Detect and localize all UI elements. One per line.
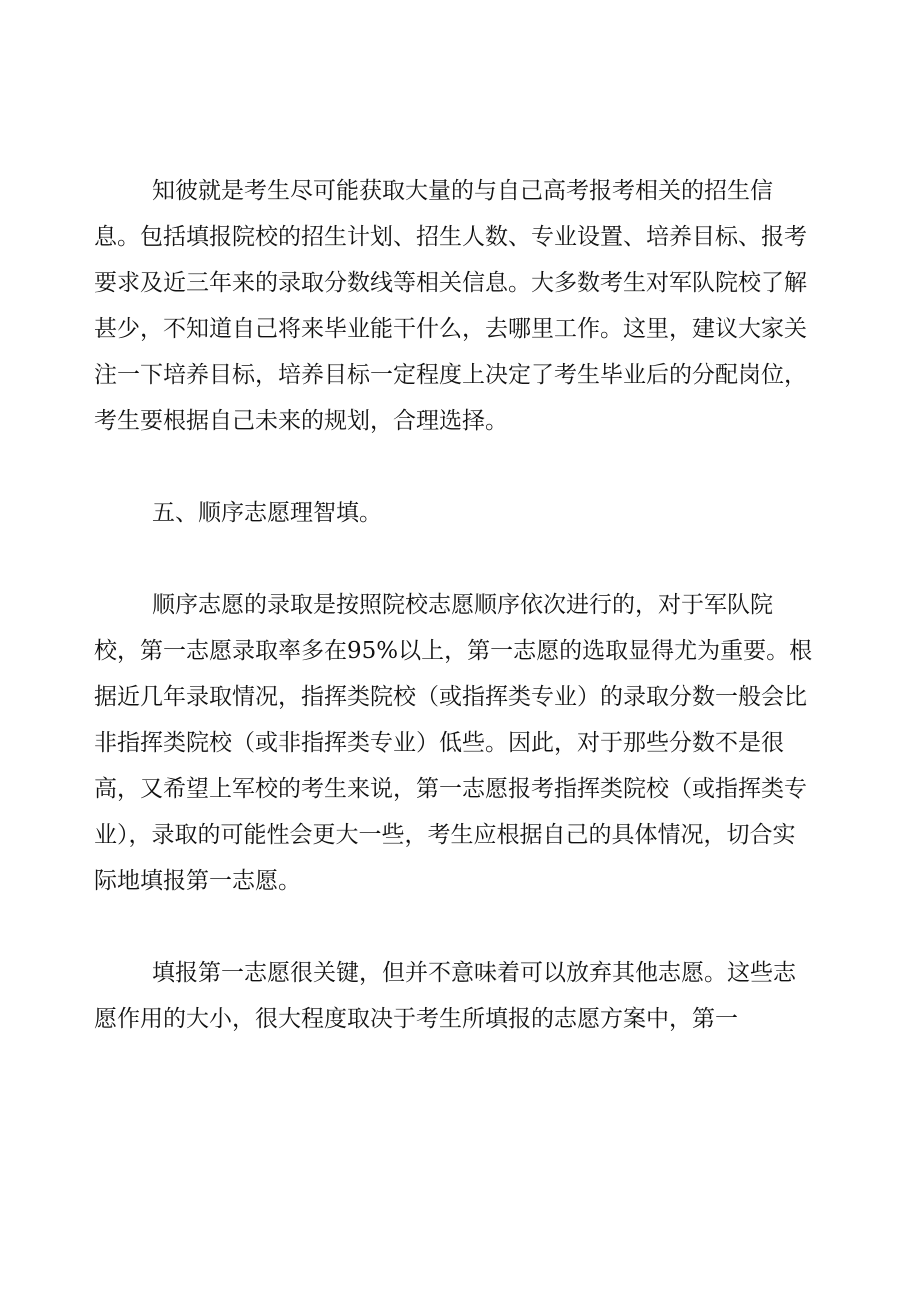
paragraph-line: 填报第一志愿很关键，但并不意味着可以放弃其他志愿。这些志 — [152, 960, 796, 986]
paragraph-line: 要求及近三年来的录取分数线等相关信息。大多数考生对军队院校了解 — [94, 270, 807, 296]
paragraph-spacer — [94, 444, 830, 490]
paragraph-spacer — [94, 904, 830, 950]
paragraph-order-volunteer — [94, 582, 830, 904]
paragraph-first-choice — [94, 950, 830, 1042]
paragraph-line: 据近几年录取情况，指挥类院校（或指挥类专业）的录取分数一般会比 — [94, 684, 807, 710]
section-heading: 五、顺序志愿理智填。 — [152, 500, 382, 526]
paragraph-line: 高，又希望上军校的考生来说，第一志愿报考指挥类院校（或指挥类专 — [94, 776, 807, 802]
paragraph-line: 甚少，不知道自己将来毕业能干什么，去哪里工作。这里，建议大家关 — [94, 316, 807, 342]
paragraph-line: 知彼就是考生尽可能获取大量的与自己高考报考相关的招生信 — [152, 178, 773, 204]
paragraph-line: 息。包括填报院校的招生计划、招生人数、专业设置、培养目标、报考 — [94, 224, 807, 250]
paragraph-line: 愿作用的大小，很大程度取决于考生所填报的志愿方案中，第一 — [94, 1006, 738, 1032]
paragraph-line: 非指挥类院校（或非指挥类专业）低些。因此，对于那些分数不是很 — [94, 730, 784, 756]
paragraph-line: 注一下培养目标，培养目标一定程度上决定了考生毕业后的分配岗位， — [94, 362, 807, 388]
paragraph-line: 考生要根据自己未来的规划，合理选择。 — [94, 408, 508, 434]
paragraph-know-the-other — [94, 168, 830, 444]
paragraph-line: 际地填报第一志愿。 — [94, 868, 301, 894]
document-body — [94, 168, 830, 1042]
paragraph-spacer — [94, 536, 830, 582]
paragraph-line: 顺序志愿的录取是按照院校志愿顺序依次进行的，对于军队院 — [152, 592, 773, 618]
paragraph-line: 校，第一志愿录取率多在95%以上，第一志愿的选取显得尤为重要。根 — [94, 638, 813, 664]
paragraph-line: 业），录取的可能性会更大一些，考生应根据自己的具体情况，切合实 — [94, 822, 796, 848]
